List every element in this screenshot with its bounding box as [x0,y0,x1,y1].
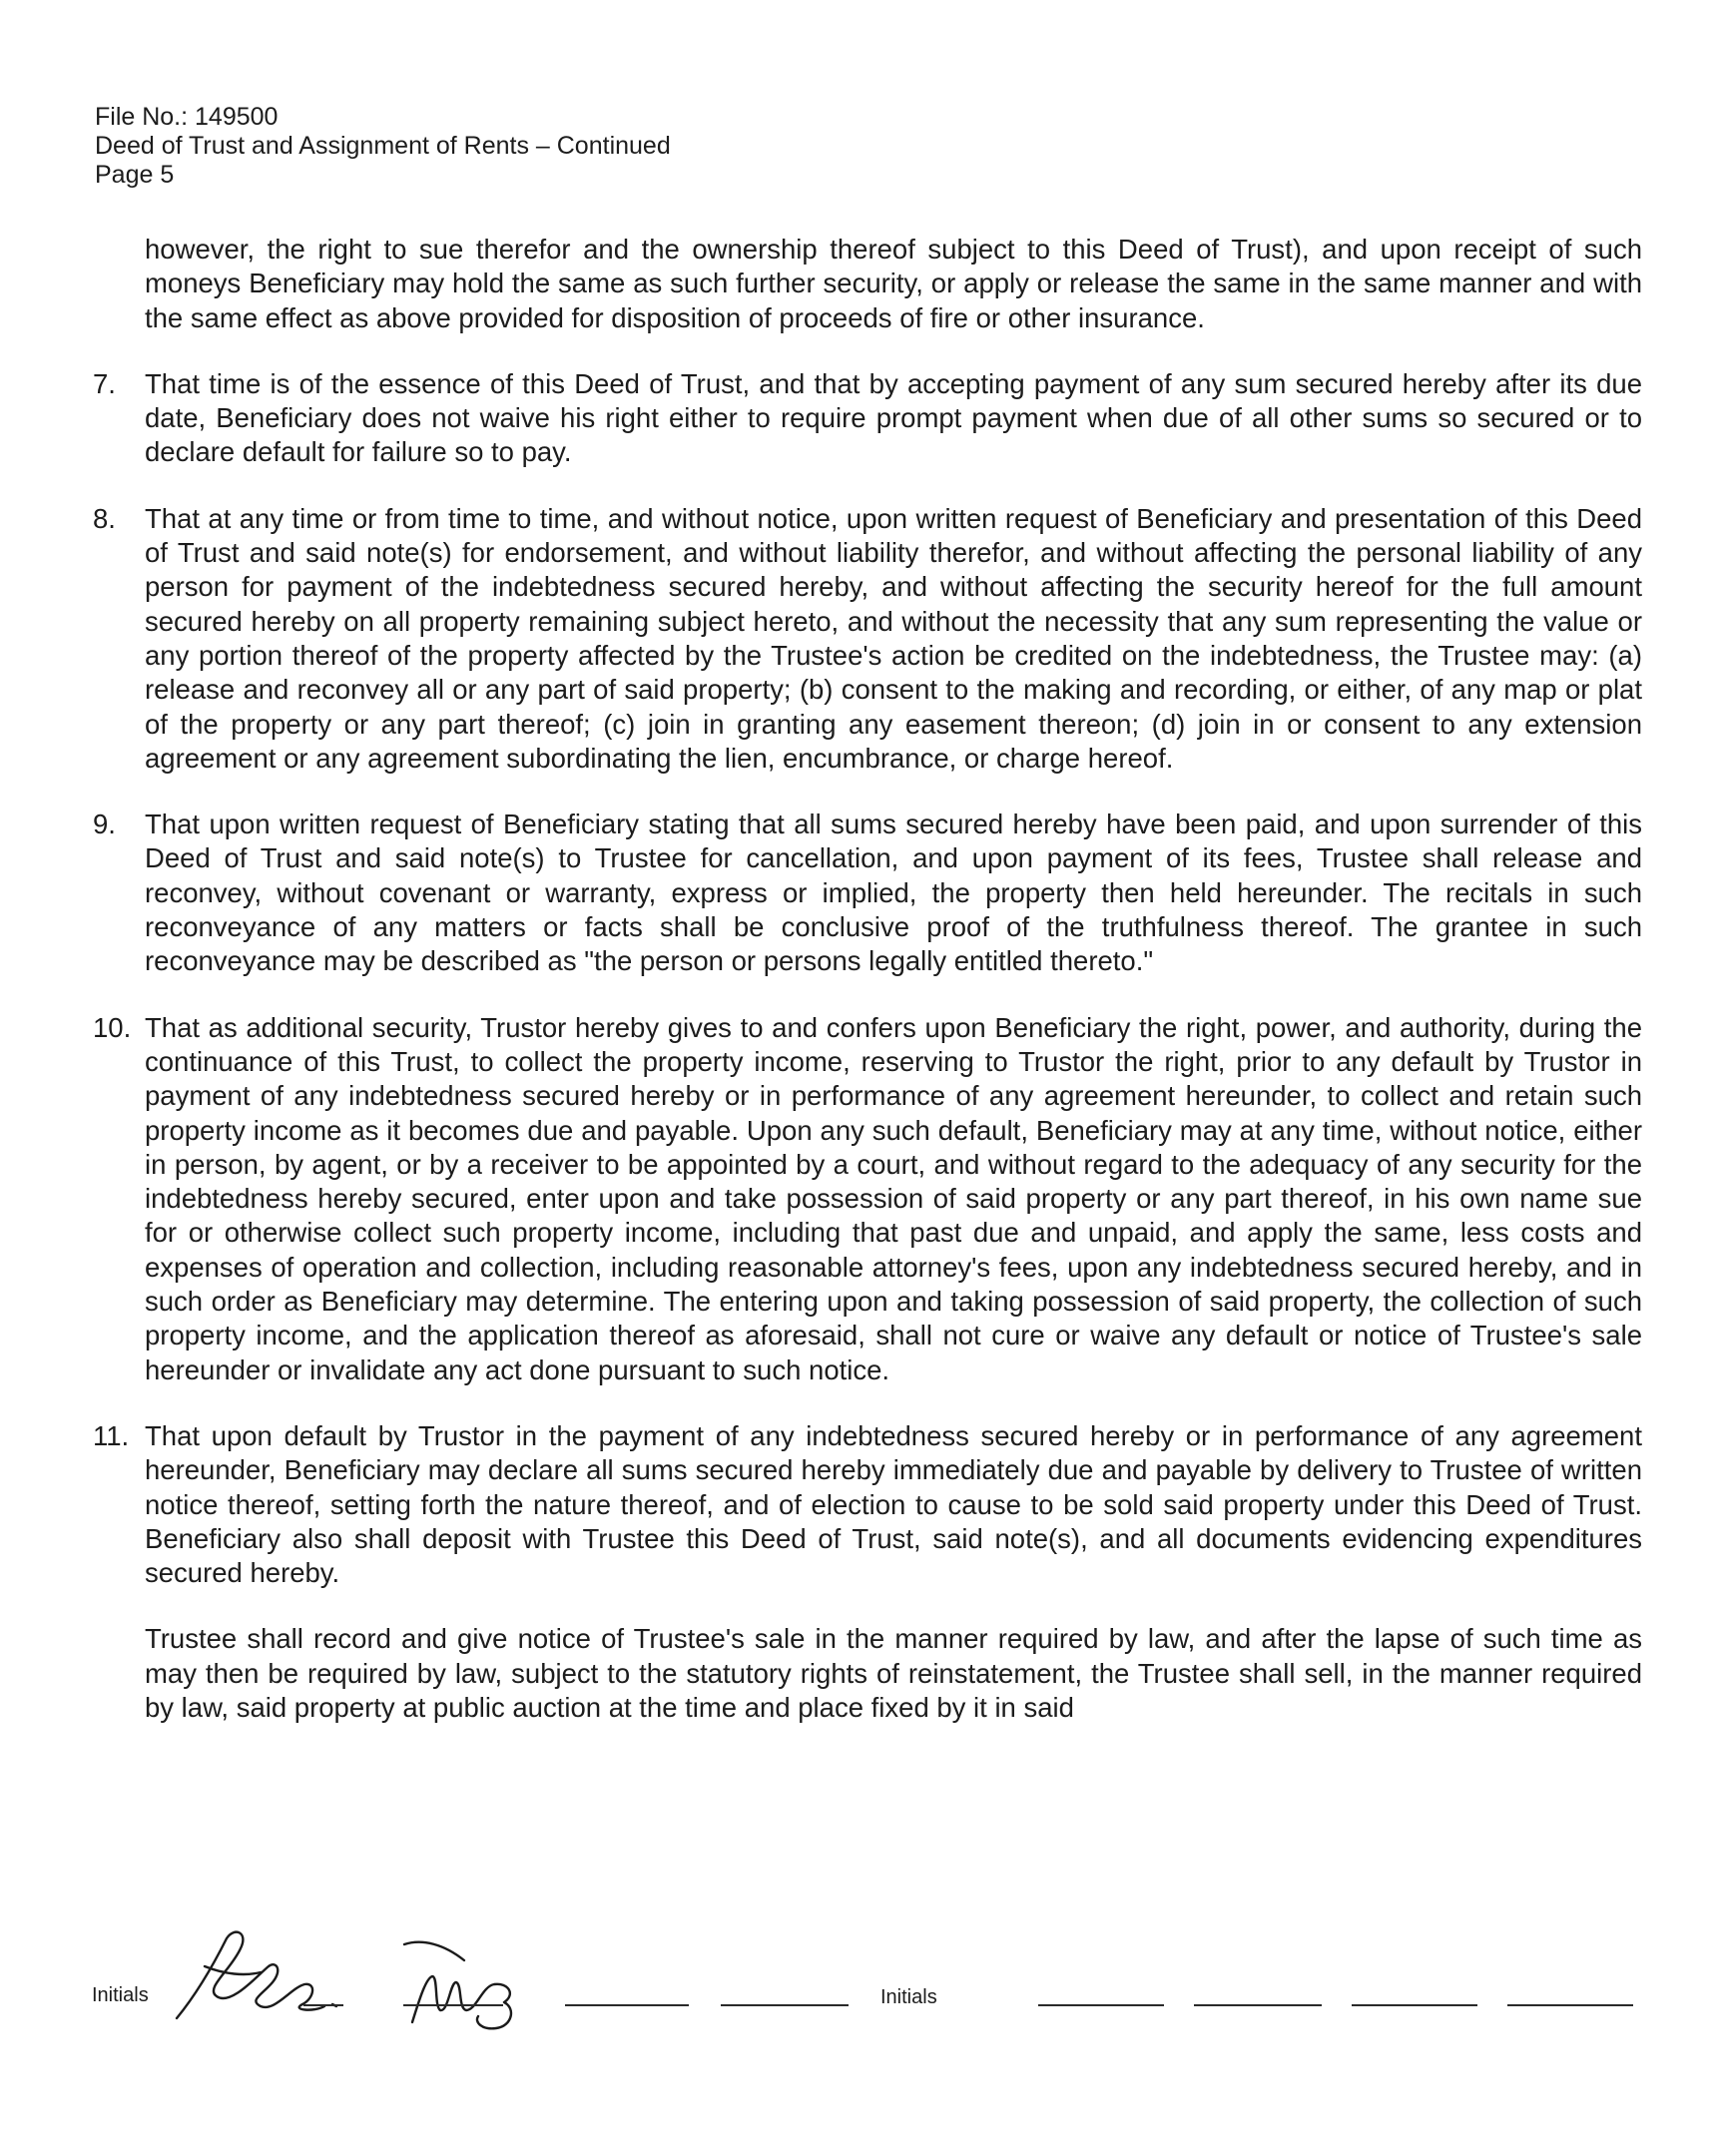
initials-blank [721,2004,849,2006]
clause-9 [93,808,1642,978]
clause-number: 9. [93,808,116,840]
initials-blank [403,2004,503,2006]
document-body [93,233,1642,1725]
initials-blank [1507,2004,1633,2006]
initials-blank [1038,2004,1164,2006]
clause-10 [93,1011,1642,1387]
document-title: Deed of Trust and Assignment of Rents – Continued [95,132,671,160]
clause-text: That as additional security, Trustor hereby gives to and confers upon Beneficiary the right, power, and authority, during the continuance of this Trust, to collect the property income, reserving to Trustor the right, prior to any default by Trustor in payment of any indebtedness secured hereby or in performance of any agreement hereunder, to collect and retain such property income as it becomes due and payable. Upon any such default, Beneficiary may at any time, without notice, either in person, by agent, or by a receiver to be appointed by a court, and without regard to the adequacy of any security for the indebtedness hereby secured, enter upon and take possession of said property or any part thereof, in his own name sue for or otherwise collect such property income, including that past due and unpaid, and apply the same, less costs and expenses of operation and collection, including reasonable attorney's fees, upon any indebtedness secured hereby, and in such order as Beneficiary may determine. The entering upon and taking possession of said property, the collection of such property income, and the application thereof as aforesaid, shall not cure or waive any default or notice of Trustee's sale hereunder or invalidate any act done pursuant to such notice. [145,1011,1642,1385]
clause-text: That upon default by Trustor in the payment of any indebtedness secured hereby or in performance of any agreement hereunder, Beneficiary may declare all sums secured hereby immediately due and payable by delivery to Trustee of written notice thereof, setting forth the nature thereof, and of election to cause to be sold said property under this Deed of Trust. Beneficiary also shall deposit with Trustee this Deed of Trust, said note(s), and all documents evidencing expenditures secured hereby. [145,1419,1642,1589]
initials-blank [1194,2004,1322,2006]
initials-blank [1352,2004,1477,2006]
page-header [95,103,671,190]
clause-number: 8. [93,502,116,534]
clause-number: 10. [93,1011,132,1043]
handwritten-initials [165,1926,574,2036]
initials-footer [0,1956,1725,2036]
initials-label-left: Initials [92,1984,149,2006]
clause-text: That at any time or from time to time, and without notice, upon written request of Beneficiary and presentation of this Deed of Trust and said note(s) for endorsement, and without liability therefor, and without affecting the personal liability of any person for payment of the indebtedness secured hereby, and without affecting the security hereof for the full amount secured hereby on all property remaining subject hereto, and without the necessity that any sum representing the value or any portion thereof of the property affected by the Trustee's action be credited on the indebtedness, the Trustee may: (a) release and reconvey all or any part of said property; (b) consent to the making and recording, or either, of any map or plat of the property or any part thereof; (c) join in granting any easement thereon; (d) join in or consent to any extension agreement or any agreement subordinating the lien, encumbrance, or charge hereof. [145,502,1642,774]
clause-number: 7. [93,367,116,399]
clause-7 [93,367,1642,470]
clause-text: That time is of the essence of this Deed of Trust, and that by accepting payment of any sum secured hereby after its due date, Beneficiary does not waive his right either to require prompt payment when due of all other sums so secured or to declare default for failure so to pay. [145,367,1642,468]
clause-11 [93,1419,1642,1590]
continued-paragraph: however, the right to sue therefor and the ownership thereof subject to this Deed of Trust), and upon receipt of such moneys Beneficiary may hold the same as such further security, or apply or release the same in the same manner and with the same effect as above provided for disposition of proceeds of fire or other insurance. [145,234,1642,333]
trustee-sale-paragraph: Trustee shall record and give notice of Trustee's sale in the manner required by law, and after the lapse of such time as may then be required by law, subject to the statutory rights of reinstatement, the Trustee shall sell, in the manner required by law, said property at public auction at the time and place fixed by it in said [145,1623,1642,1723]
clause-8 [93,502,1642,776]
file-number: File No.: 149500 [95,103,279,131]
clause-text: That upon written request of Beneficiary stating that all sums secured hereby have been paid, and upon surrender of this Deed of Trust and said note(s) to Trustee for cancellation, and upon payment of its fees, Trustee shall release and reconvey, without covenant or warranty, express or implied, the property then held hereunder. The recitals in such reconveyance of any matters or facts shall be conclusive proof of the truthfulness thereof. The grantee in such reconveyance may be described as "the person or persons legally entitled thereto." [145,808,1642,977]
initials-label-right: Initials [880,1986,937,2008]
initials-blank [565,2004,689,2006]
initials-blank [303,2004,343,2006]
page-number: Page 5 [95,161,175,189]
clause-number: 11. [93,1419,130,1451]
